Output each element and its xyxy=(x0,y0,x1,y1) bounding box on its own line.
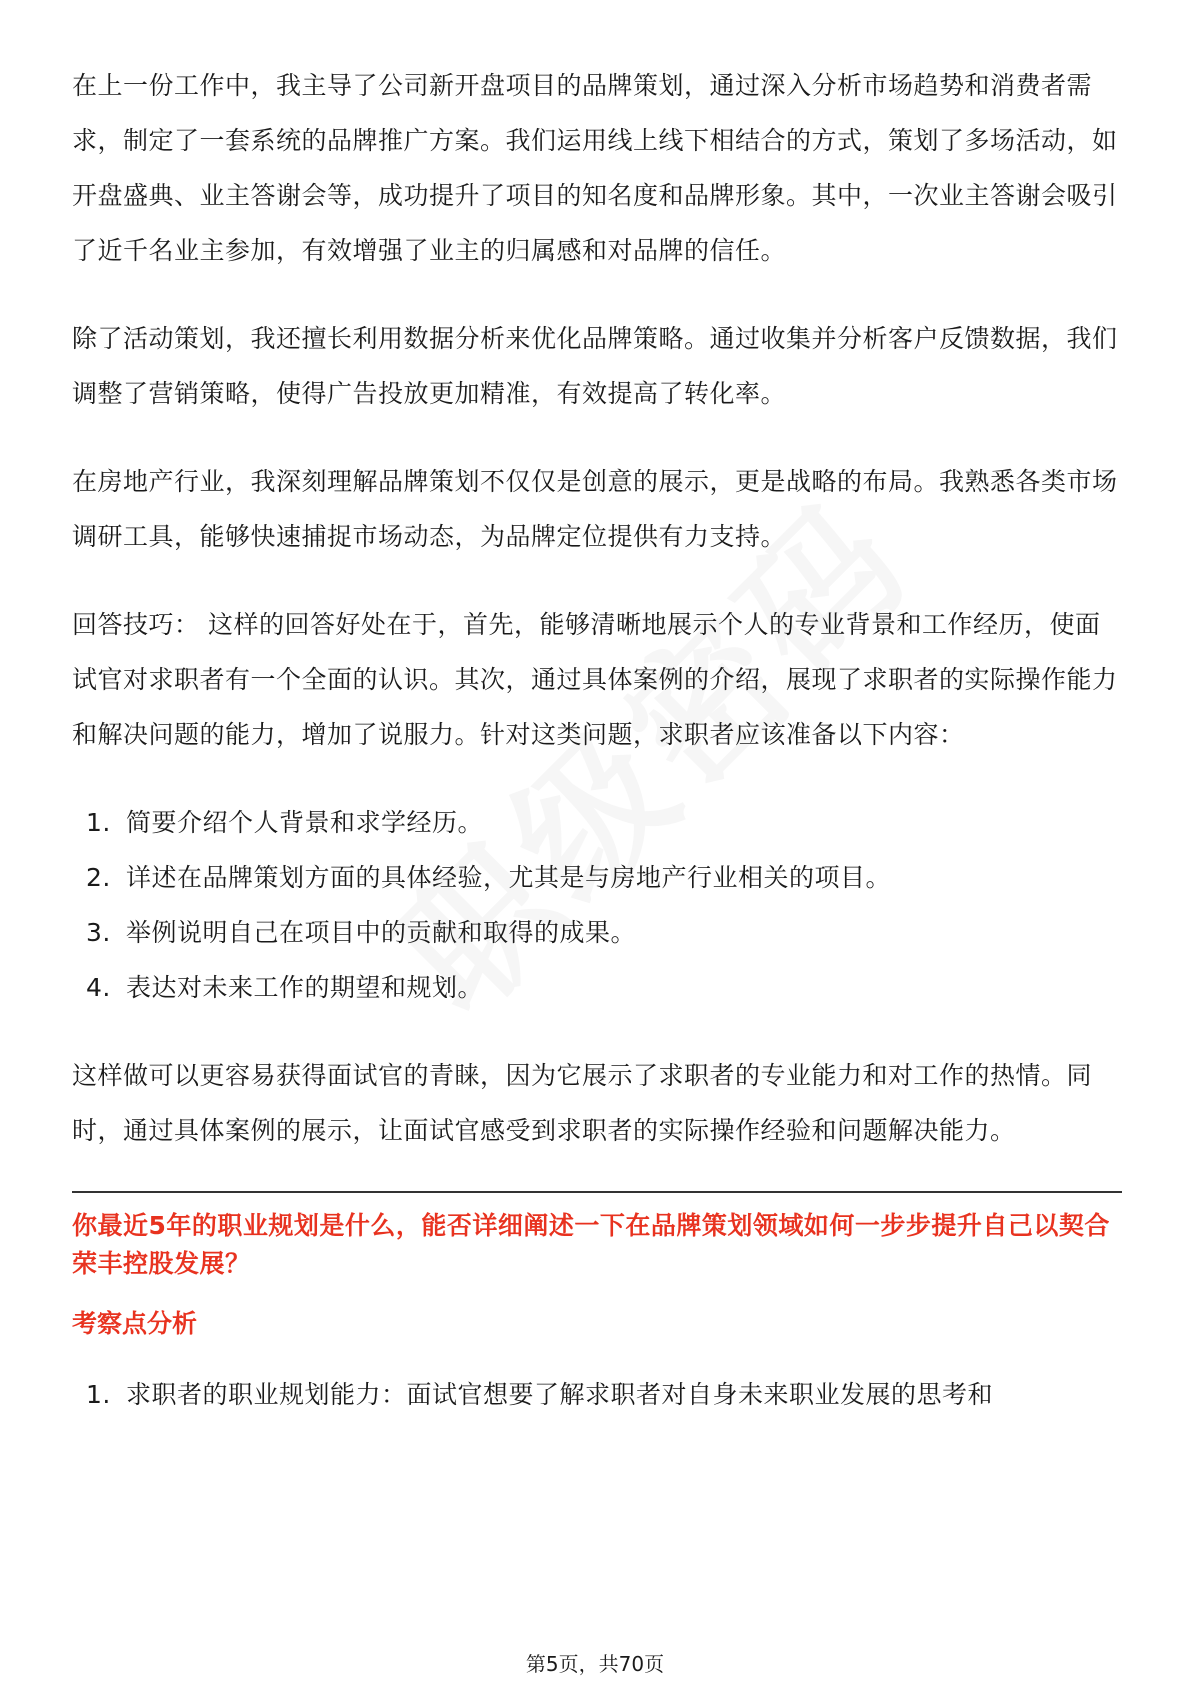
list-item xyxy=(72,1367,1122,1422)
list-item-text: 举例说明自己在项目中的贡献和取得的成果。 xyxy=(126,918,637,947)
tips-list xyxy=(72,795,1122,1015)
list-item-text: 求职者的职业规划能力：面试官想要了解求职者对自身未来职业发展的思考和 xyxy=(126,1380,994,1409)
section-title: 考察点分析 xyxy=(72,1309,198,1338)
list-item xyxy=(72,905,1122,960)
paragraph-data-analysis: 除了活动策划，我还擅长利用数据分析来优化品牌策略。通过收集并分析客户反馈数据，我们调整了营销策略，使得广告投放更加精准，有效提高了转化率。 xyxy=(72,324,1118,408)
list-item-text: 详述在品牌策划方面的具体经验，尤其是与房地产行业相关的项目。 xyxy=(126,863,892,892)
list-number: 2. xyxy=(86,863,111,892)
list-item xyxy=(72,960,1122,1015)
list-item xyxy=(72,795,1122,850)
list-item-text: 简要介绍个人背景和求学经历。 xyxy=(126,808,484,837)
paragraph-industry: 在房地产行业，我深刻理解品牌策划不仅仅是创意的展示，更是战略的布局。我熟悉各类市场调研工具，能够快速捕捉市场动态，为品牌定位提供有力支持。 xyxy=(72,467,1118,551)
list-number: 4. xyxy=(86,973,111,1002)
analysis-list xyxy=(72,1367,1122,1422)
list-item xyxy=(72,850,1122,905)
paragraph-experience: 在上一份工作中，我主导了公司新开盘项目的品牌策划，通过深入分析市场趋势和消费者需求，制定了一套系统的品牌推广方案。我们运用线上线下相结合的方式，策划了多场活动，如开盘盛典、业主答谢会等，成功提升了项目的知名度和品牌形象。其中，一次业主答谢会吸引了近千名业主参加，有效增强了业主的归属感和对品牌的信任。 xyxy=(72,71,1118,265)
paragraph-closing: 这样做可以更容易获得面试官的青睐，因为它展示了求职者的专业能力和对工作的热情。同时，通过具体案例的展示，让面试官感受到求职者的实际操作经验和问题解决能力。 xyxy=(72,1061,1093,1145)
interview-question: 你最近5年的职业规划是什么，能否详细阐述一下在品牌策划领域如何一步步提升自己以契合荣丰控股发展？ xyxy=(72,1211,1110,1278)
paragraph-answer-tips: 回答技巧： 这样的回答好处在于，首先，能够清晰地展示个人的专业背景和工作经历，使面试官对求职者有一个全面的认识。其次，通过具体案例的介绍，展现了求职者的实际操作能力和解决问题的能力，增加了说服力。针对这类问题，求职者应该准备以下内容： xyxy=(72,610,1118,749)
list-number: 1. xyxy=(86,808,111,837)
list-number: 1. xyxy=(86,1380,111,1409)
page-footer: 第5页，共70页 xyxy=(525,1652,665,1676)
list-item-text: 表达对未来工作的期望和规划。 xyxy=(126,973,484,1002)
document-page xyxy=(72,58,1122,1422)
list-number: 3. xyxy=(86,918,111,947)
section-divider xyxy=(72,1191,1122,1193)
